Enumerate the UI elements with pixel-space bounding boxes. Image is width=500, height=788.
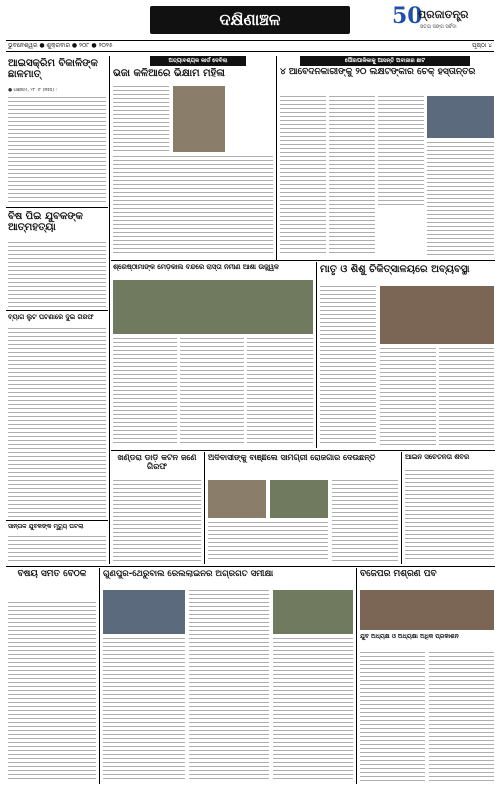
column-rule <box>276 56 277 260</box>
headline-committee: ବିଷୟ ସମିତି ବୈଠକ <box>17 570 87 579</box>
headline-bjp: ବିଜେପିର ମିଶ୍ରଣ ପର୍ବ <box>360 570 437 579</box>
logo-tagline: ସତ୍ୟ ସଙ୍ଗ ସର୍ବଦା <box>420 24 457 30</box>
meeting-photo <box>113 280 313 334</box>
dateline: ଭୁବନେଶ୍ୱର ● ଶୁକ୍ରବାର ● ୨୦୮ ● ୨୦୨୫ <box>8 42 113 49</box>
divider <box>111 450 495 451</box>
article-body <box>380 348 436 446</box>
article-body <box>405 470 494 562</box>
headline-cheque: ୪ ଆବେଦନକାରୀଙ୍କୁ ୨୦ ଲକ୍ଷଟଙ୍କାର ଚେକ୍ ହସ୍ତାନ୍ତର <box>280 68 476 77</box>
meeting-photo-2 <box>273 590 353 634</box>
railway-photo <box>103 590 185 634</box>
article-body <box>8 97 106 205</box>
article-body <box>113 156 273 256</box>
article-body <box>427 142 494 256</box>
article-body <box>247 338 313 446</box>
article-body <box>360 652 425 782</box>
headline-legal-camp: ଆଇନ ସଚେତନତା ଶିବିର <box>405 454 470 461</box>
article-body <box>332 480 398 562</box>
headline-tribal: ଅଦିବାସୀଙ୍କୁ ବାଞ୍ଛିଲେ ସାମଗ୍ରୀ ରୋଜଗାର ଦେଉଛନ୍ତି <box>208 454 376 462</box>
article-body <box>180 338 244 446</box>
headline-suicide: ବିଷ ପିଇ ଯୁବକଙ୍କ ଆତ୍ମହତ୍ୟା <box>8 211 83 233</box>
logo-number: 50 <box>392 4 423 29</box>
divider <box>6 520 108 521</box>
column-rule <box>356 568 357 784</box>
headline-hospital: ମାତୃ ଓ ଶିଶୁ ଚିକିତ୍ସାଳୟରେ ଅବ୍ୟବସ୍ଥା <box>320 264 470 275</box>
article-body <box>329 96 375 256</box>
article-body <box>320 286 376 446</box>
headline-railway: ଗୁଣପୁର-ଥେରୁବାଲି ରେଲଲାଇନର ଅଗ୍ରଗତି ସମୀକ୍ଷା <box>103 570 274 579</box>
tribal-photo-2 <box>270 480 328 518</box>
divider <box>6 310 108 311</box>
article-body <box>113 86 169 152</box>
headline-icecream: ଆଇସକ୍ରିମ ବିକାଳିଙ୍କ ଛାଳମାତ୍ <box>8 58 98 80</box>
byline: ● ଗଞ୍ଜାମ, ୨୮ ।୮ (ନିଃସ) : <box>8 88 58 93</box>
page-number: ପୃଷ୍ଠା ୪ <box>471 42 492 49</box>
article-body <box>208 522 328 562</box>
hospital-photo <box>380 286 494 344</box>
divider <box>6 566 495 567</box>
woman-photo <box>173 86 225 152</box>
headline-road: ଶ୍ରେଷ୍ଠୀମାଙ୍କ ମେଡ଼ିକାଲ ବନ୍ଦରେ ରାସ୍ତା ନିର୍ମାଣ ଆଶା ଉଜ୍ଜ୍ୱଳ <box>113 264 279 271</box>
dateline-bar <box>6 40 494 52</box>
headline-arrest: ଖଣ୍ଡରା ଡାଡ଼ି କଟନ ଜଣେ ଗିରଫ <box>117 454 197 471</box>
article-body <box>8 242 106 308</box>
article-body <box>273 638 353 782</box>
article-body <box>8 328 106 518</box>
headline-bag-loot: ବ୍ୟାଗ ଲୁଟ ଘଟଣାରେ ଦୁଇ ଗିରଫ <box>8 314 94 321</box>
column-rule <box>204 452 205 564</box>
column-rule <box>99 568 100 784</box>
divider <box>111 260 495 261</box>
headline-beggar-woman: ଭଜା କଳିଆରେ ଭିକ୍ଷାମ ମହିଳା <box>113 68 225 79</box>
article-body <box>113 338 177 446</box>
article-body <box>439 348 494 446</box>
headline-youth: ଯୁବ ଅଧ୍ୟକ୍ଷ ଓ ଅଧ୍ୟକ୍ଷା ଅଧିକ ପ୍ରକାଶନ <box>360 634 459 640</box>
article-body <box>103 638 185 782</box>
article-body <box>280 96 326 256</box>
logo <box>392 4 496 34</box>
column-rule <box>401 452 402 564</box>
cheque-photo <box>427 96 494 138</box>
column-rule <box>316 262 317 448</box>
headline-santali: ସାନ୍ତାଳି ଯୁବକଙ୍କ ମୃତ୍ୟୁ ଘଟିଲା <box>8 524 84 530</box>
article-body <box>113 480 201 562</box>
kicker-ration: ଅତ୍ୟାବଶ୍ୟକ କାର୍ଡ ଦେବିଲା <box>150 56 246 66</box>
kicker-municipality: ପୌରପାଳିକାକୁ ଆସନ୍ତି ଅବାଜାର ଛାଟ <box>300 56 470 66</box>
article-body <box>8 536 106 562</box>
logo-word: ପ୍ରଜାତନ୍ତ୍ର <box>418 8 469 21</box>
article-body <box>189 590 269 782</box>
column-rule <box>109 56 110 564</box>
divider <box>6 207 108 208</box>
tribal-photo <box>208 480 266 518</box>
section-title: ଦକ୍ଷିଣାଞ୍ଚଳ <box>150 6 350 34</box>
article-body <box>429 652 494 782</box>
bjp-photo <box>360 590 494 630</box>
article-body <box>8 602 96 782</box>
article-body <box>378 96 424 206</box>
